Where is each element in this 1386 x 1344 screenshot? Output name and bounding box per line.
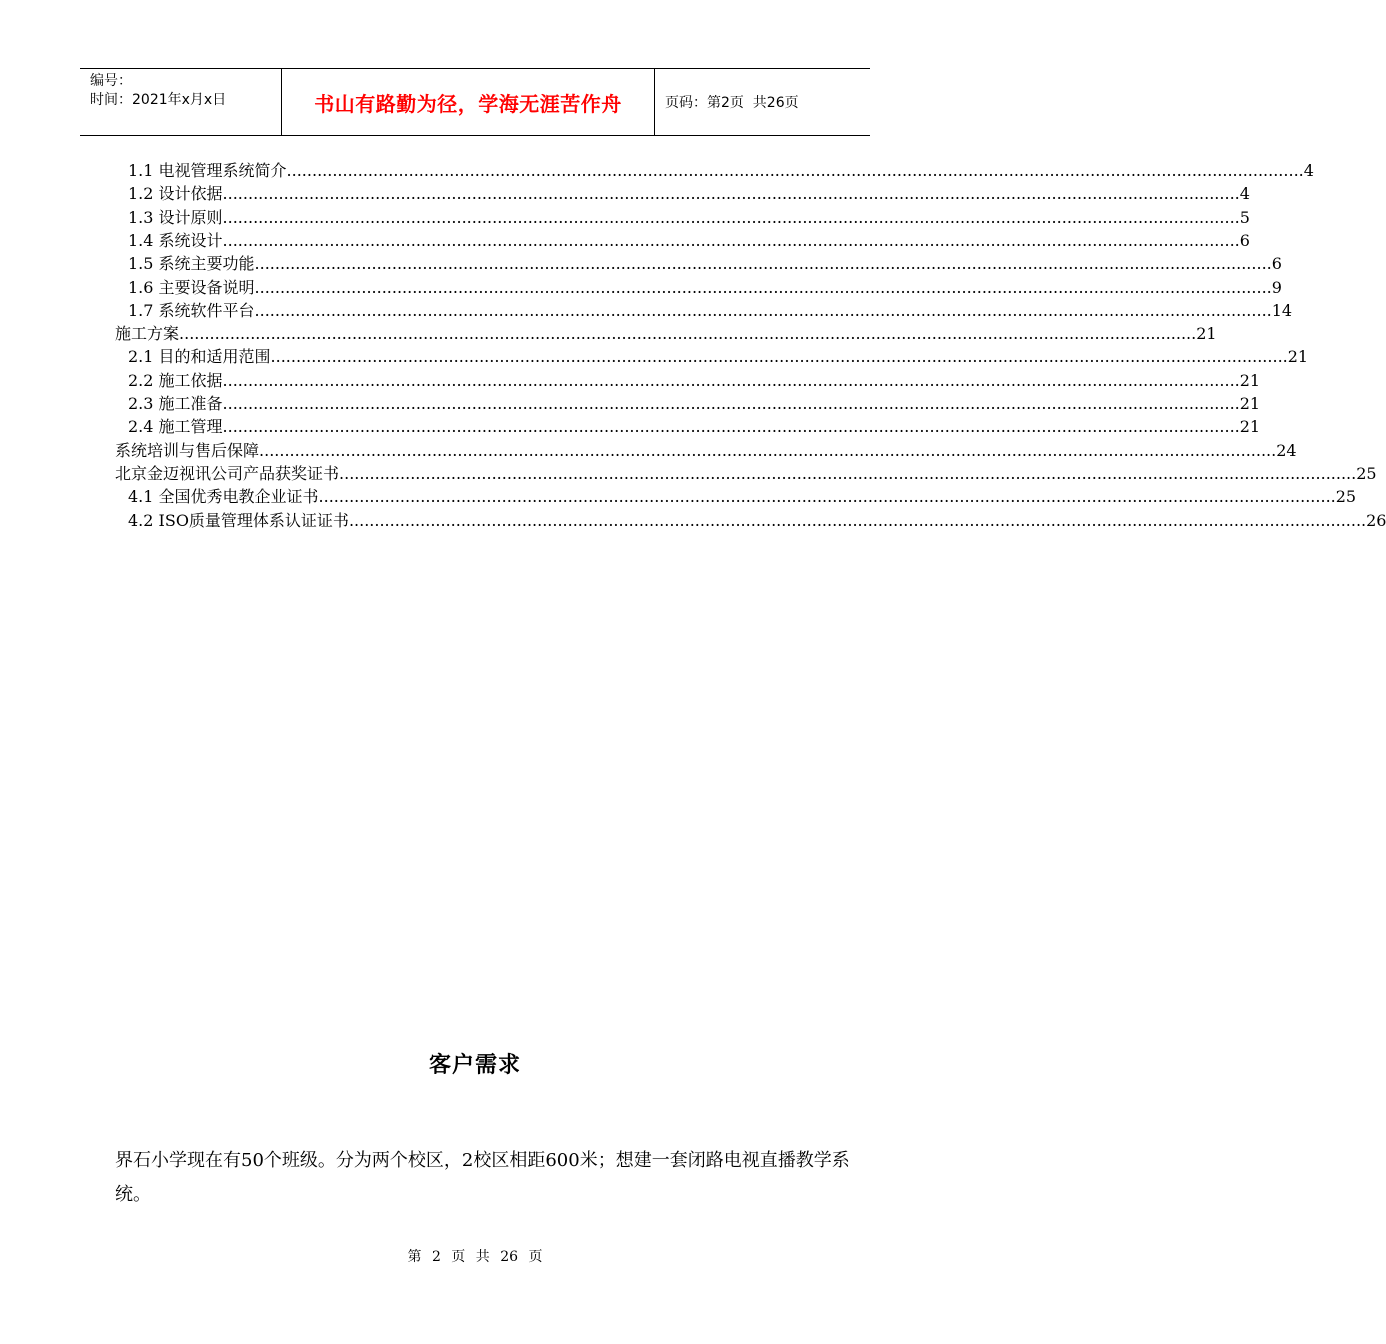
- toc-entry[interactable]: [128, 484, 1357, 507]
- toc-entry-label: 4.2 ISO质量管理体系认证证书: [128, 510, 349, 530]
- toc-entry-label: 施工方案: [115, 324, 180, 344]
- toc-entry[interactable]: [128, 181, 1250, 204]
- toc-leader-dots: ........................................................................................................................................................................................................: [270, 347, 1288, 367]
- toc-entry[interactable]: [128, 391, 1261, 414]
- toc-entry-label: 2.3 施工准备: [128, 394, 223, 413]
- toc-leader-dots: ........................................................................................................................................................................................................: [179, 324, 1197, 344]
- toc-entry-label: 1.3 设计原则: [128, 207, 223, 227]
- toc-entry-page: 21: [1287, 347, 1309, 367]
- page-footer: 第 2 页 共 26 页: [407, 1249, 543, 1265]
- toc-entry[interactable]: [115, 438, 1297, 461]
- toc-entry-label: 2.1 目的和适用范围: [128, 347, 271, 367]
- toc-entry-page: 5: [1239, 207, 1250, 227]
- toc-entry-page: 21: [1196, 324, 1217, 344]
- toc-entry-label: 1.5 系统主要功能: [128, 254, 255, 274]
- toc-entry[interactable]: [115, 461, 1377, 484]
- header-motto: 书山有路勤为径，学海无涯苦作舟: [282, 69, 655, 135]
- page-header: [80, 68, 870, 136]
- toc-entry-page: 25: [1335, 487, 1357, 507]
- toc-entry-label: 1.6 主要设备说明: [128, 277, 255, 297]
- toc-leader-dots: ........................................................................................................................................................................................................: [222, 370, 1240, 390]
- toc-entry[interactable]: [115, 321, 1217, 344]
- toc-entry[interactable]: [128, 344, 1309, 367]
- section-heading: 客户需求: [428, 1053, 521, 1078]
- header-meta: [80, 69, 282, 135]
- toc-entry-page: 26: [1366, 510, 1386, 530]
- toc-entry-label: 北京金迈视讯公司产品获奖证书: [115, 463, 340, 483]
- toc-entry[interactable]: [128, 228, 1250, 251]
- toc-entry-label: 1.2 设计依据: [128, 184, 223, 204]
- toc-entry-label: 4.1 全国优秀电教企业证书: [128, 487, 319, 507]
- toc-leader-dots: ........................................................................................................................................................................................................: [348, 510, 1367, 530]
- toc-entry-page: 21: [1239, 370, 1261, 390]
- toc-entry[interactable]: [128, 205, 1250, 228]
- toc-entry-page: 24: [1276, 440, 1297, 460]
- header-page-code: 页码：第2页 共26页: [665, 95, 799, 111]
- toc-entry-page: 6: [1271, 254, 1282, 274]
- toc-leader-dots: ........................................................................................................................................................................................................: [222, 207, 1240, 227]
- toc-leader-dots: ........................................................................................................................................................................................................: [259, 440, 1277, 460]
- toc-leader-dots: ........................................................................................................................................................................................................: [222, 230, 1240, 250]
- toc-leader-dots: ........................................................................................................................................................................................................: [254, 277, 1272, 297]
- toc-entry[interactable]: [128, 251, 1282, 274]
- header-time-label: 时间：2021年x月x日: [90, 92, 227, 108]
- header-number-label: 编号：: [90, 73, 132, 89]
- toc-entry[interactable]: [128, 298, 1293, 321]
- section-paragraph: 界石小学现在有50个班级。分为两个校区，2校区相距600米；想建一套闭路电视直播教学系统。: [115, 1150, 850, 1205]
- toc-entry[interactable]: [128, 508, 1386, 531]
- toc-leader-dots: ........................................................................................................................................................................................................: [286, 161, 1304, 180]
- toc-entry-page: 4: [1303, 161, 1314, 180]
- toc-entry-label: 1.4 系统设计: [128, 230, 223, 250]
- toc-entry-label: 1.1 电视管理系统简介: [128, 161, 287, 180]
- toc-entry-label: 1.7 系统软件平台: [128, 300, 255, 320]
- toc-leader-dots: ........................................................................................................................................................................................................: [318, 487, 1336, 507]
- toc-leader-dots: ........................................................................................................................................................................................................: [222, 184, 1240, 204]
- toc-entry-page: 14: [1271, 300, 1293, 320]
- toc-entry-page: 4: [1239, 184, 1250, 204]
- toc-entry[interactable]: [128, 158, 1314, 181]
- toc-entry[interactable]: [128, 414, 1261, 437]
- toc-entry-page: 21: [1239, 417, 1261, 437]
- toc-leader-dots: ........................................................................................................................................................................................................: [254, 254, 1272, 274]
- toc-entry-page: 6: [1239, 230, 1250, 250]
- toc-entry-label: 2.2 施工依据: [128, 370, 223, 390]
- toc-leader-dots: ........................................................................................................................................................................................................: [222, 394, 1240, 413]
- toc-leader-dots: ........................................................................................................................................................................................................: [339, 463, 1357, 483]
- toc-entry[interactable]: [128, 368, 1261, 391]
- toc-entry-label: 2.4 施工管理: [128, 417, 223, 437]
- toc-entry[interactable]: [128, 275, 1282, 298]
- toc-entry-page: 9: [1271, 277, 1282, 297]
- toc-leader-dots: ........................................................................................................................................................................................................: [254, 300, 1272, 320]
- toc-entry-page: 25: [1356, 463, 1377, 483]
- toc-entry-label: 系统培训与售后保障: [115, 440, 260, 460]
- toc-leader-dots: ........................................................................................................................................................................................................: [222, 417, 1240, 437]
- toc-entry-page: 21: [1239, 394, 1261, 413]
